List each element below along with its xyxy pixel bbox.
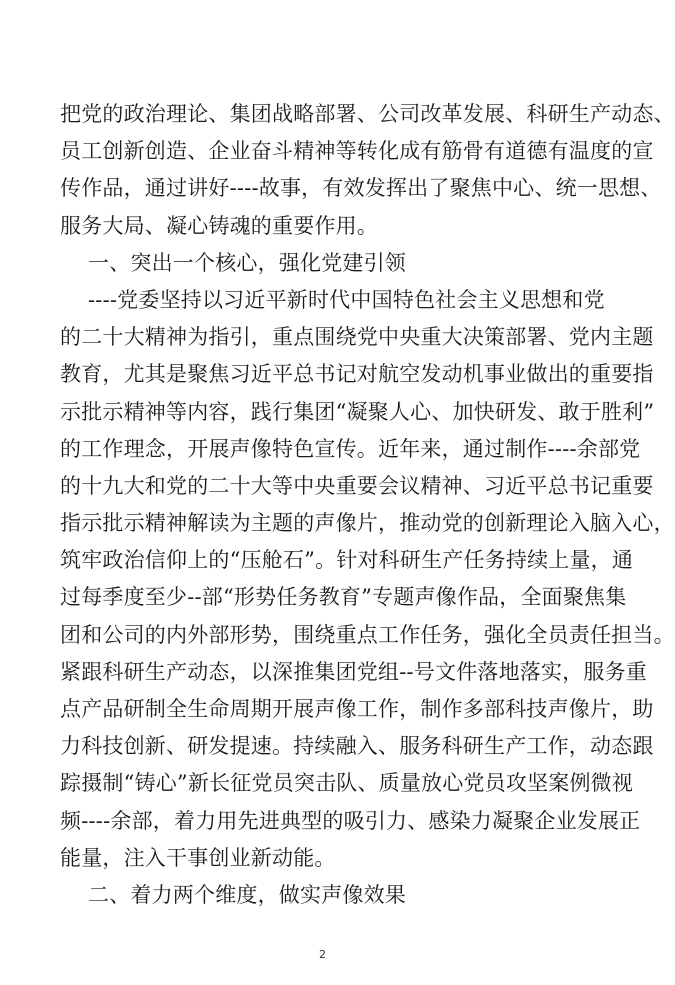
text-line: 示批示精神等内容，践行集团“凝聚人心、加快研发、敢于胜利” (60, 399, 655, 424)
text-line: 指示批示精神解读为主题的声像片，推动党的创新理论入脑入心， (60, 511, 675, 536)
section-1-paragraph (60, 282, 675, 877)
text-line: 的十九大和党的二十大等中央重要会议精神、习近平总书记重要 (60, 473, 654, 498)
text-line: 频----余部，着力用先进典型的吸引力、感染力凝聚企业发展正 (60, 808, 641, 833)
text-line: ----党委坚持以习近平新时代中国特色社会主义思想和党 (88, 287, 605, 312)
text-line: 员工创新创造、企业奋斗精神等转化成有筋骨有道德有温度的宣 (60, 139, 654, 164)
text-line: 筑牢政治信仰上的“压舱石”。针对科研生产任务持续上量，通 (60, 548, 634, 573)
intro-paragraph (60, 96, 675, 245)
text-line: 能量，注入干事创业新动能。 (60, 845, 336, 870)
text-line: 力科技创新、研发提速。持续融入、服务科研生产工作，动态跟 (60, 734, 654, 759)
text-line: 传作品，通过讲好----故事，有效发挥出了聚焦中心、统一思想、 (60, 176, 662, 201)
text-line: 教育，尤其是聚焦习近平总书记对航空发动机事业做出的重要指 (60, 362, 654, 387)
text-line: 紧跟科研生产动态，以深推集团党组--号文件落地落实，服务重 (60, 659, 647, 684)
text-line: 团和公司的内外部形势，围绕重点工作任务，强化全员责任担当。 (60, 622, 675, 647)
text-line: 过每季度至少--部“形势任务教育”专题声像作品，全面聚焦集 (60, 585, 627, 610)
text-line: 服务大局、凝心铸魂的重要作用。 (60, 213, 378, 238)
text-line: 把党的政治理论、集团战略部署、公司改革发展、科研生产动态、 (60, 102, 675, 126)
text-line: 踪摄制“铸心”新长征党员突击队、质量放心党员攻坚案例微视 (60, 771, 634, 796)
page-number: 2 (319, 948, 326, 961)
document-body (60, 96, 675, 914)
section-heading-1: 一、突出一个核心，强化党建引领 (88, 250, 406, 275)
text-line: 的工作理念，开展声像特色宣传。近年来，通过制作----余部党 (60, 436, 641, 461)
text-line: 的二十大精神为指引，重点围绕党中央重大决策部署、党内主题 (60, 325, 654, 350)
text-line: 点产品研制全生命周期开展声像工作，制作多部科技声像片，助 (60, 697, 654, 721)
section-heading-2: 二、着力两个维度，做实声像效果 (88, 882, 406, 907)
